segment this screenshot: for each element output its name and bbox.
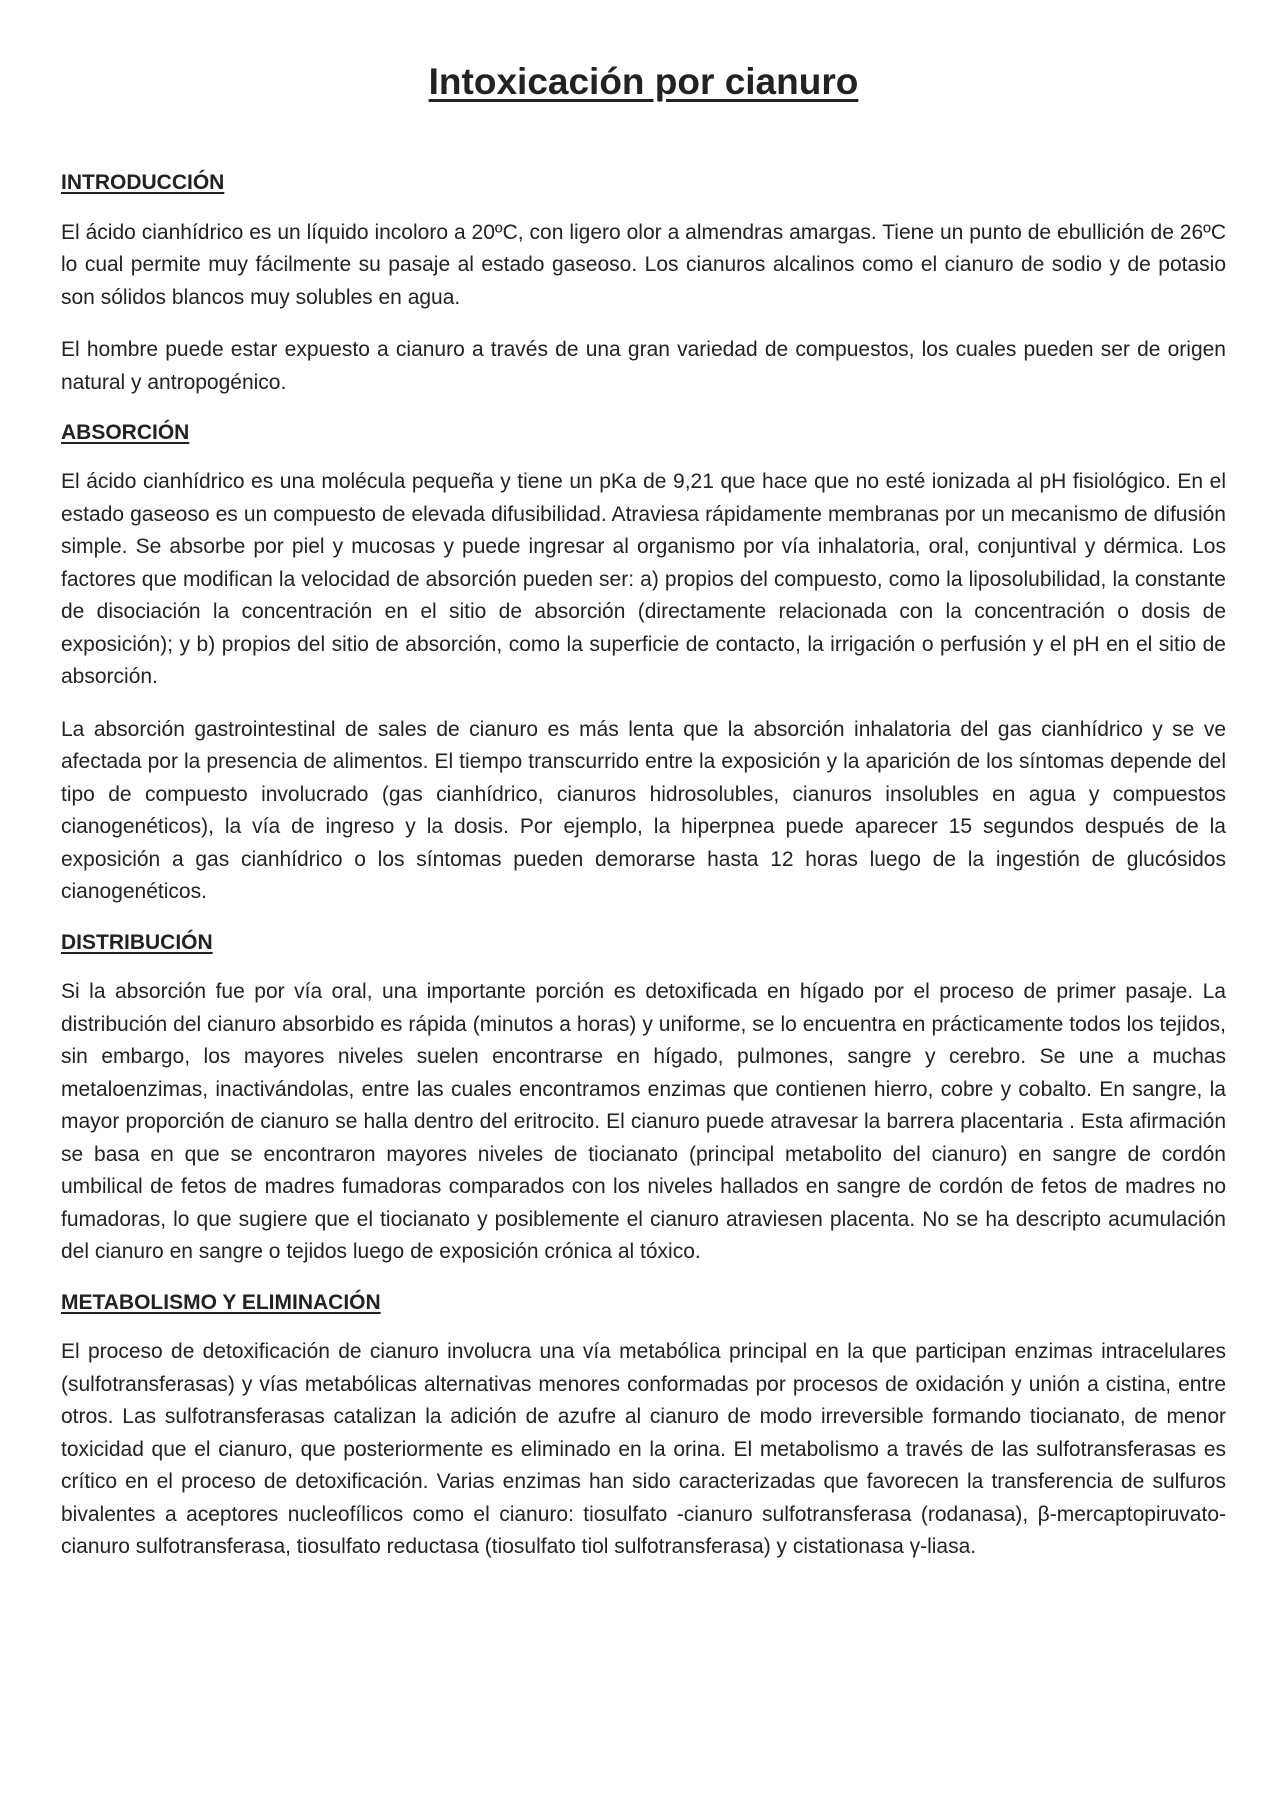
paragraph: El hombre puede estar expuesto a cianuro a través de una gran variedad de compuestos, los cuales pueden ser de origen natural y antropogénico. xyxy=(61,338,1226,394)
paragraph: La absorción gastrointestinal de sales de cianuro es más lenta que la absorción inhalatoria del gas cianhídrico y se ve afectada por la presencia de alimentos. El tiempo transcurrido entre la exposición y la aparición de los síntomas depende del tipo de compuesto involucrado (gas cianhídrico, cianuros hidrosolubles, cianuros insolubles en agua y compuestos cianogenéticos), la vía de ingreso y la dosis. Por ejemplo, la hiperpnea puede aparecer 15 segundos después de la exposición a gas cianhídrico o los síntomas pueden demorarse hasta 12 horas luego de la ingestión de glucósidos cianogenéticos. xyxy=(61,717,1226,904)
paragraph: El proceso de detoxificación de cianuro involucra una vía metabólica principal en la que participan enzimas intracelulares (sulfotransferasas) y vías metabólicas alternativas menores conformadas por procesos de oxidación y unión a cistina, entre otros. Las sulfotransferasas catalizan la adición de azufre al cianuro de modo irreversible formando tiocianato, de menor toxicidad que el cianuro, que posteriormente es eliminado en la orina. El metabolismo a través de las sulfotransferasas es crítico en el proceso de detoxificación. Varias enzimas han sido caracterizadas que favorecen la transferencia de sulfuros bivalentes a aceptores nucleofílicos como el cianuro: tiosulfato -cianuro sulfotransferasa (rodanasa), β-mercaptopiruvato-cianuro sulfotransferasa, tiosulfato reductasa (tiosulfato tiol sulfotransferasa) y cistationasa γ-liasa. xyxy=(61,1340,1226,1559)
section-heading-metabolismo-eliminacion: METABOLISMO Y ELIMINACIÓN xyxy=(61,1290,381,1314)
section-metabolismo-eliminacion xyxy=(61,1289,1226,1564)
section-absorcion xyxy=(61,419,1226,909)
section-introduccion xyxy=(61,169,1226,399)
paragraph: El ácido cianhídrico es una molécula pequeña y tiene un pKa de 9,21 que hace que no esté ionizada al pH fisiológico. En el estado gaseoso es un compuesto de elevada difusibilidad. Atraviesa rápidamente membranas por un mecanismo de difusión simple. Se absorbe por piel y mucosas y puede ingresar al organismo por vía inhalatoria, oral, conjuntival y dérmica. Los factores que modifican la velocidad de absorción pueden ser: a) propios del compuesto, como la liposolubilidad, la constante de disociación la concentración en el sitio de absorción (directamente relacionada con la concentración o dosis de exposición); y b) propios del sitio de absorción, como la superficie de contacto, la irrigación o perfusión y el pH en el sitio de absorción. xyxy=(61,470,1226,689)
paragraph: Si la absorción fue por vía oral, una importante porción es detoxificada en hígado por el proceso de primer pasaje. La distribución del cianuro absorbido es rápida (minutos a horas) y uniforme, se lo encuentra en prácticamente todos los tejidos, sin embargo, los mayores niveles suelen encontrarse en hígado, pulmones, sangre y cerebro. Se une a muchas metaloenzimas, inactivándolas, entre las cuales encontramos enzimas que contienen hierro, cobre y cobalto. En sangre, la mayor proporción de cianuro se halla dentro del eritrocito. El cianuro puede atravesar la barrera placentaria . Esta afirmación se basa en que se encontraron mayores niveles de tiocianato (principal metabolito del cianuro) en sangre de cordón umbilical de fetos de madres fumadoras comparados con los niveles hallados en sangre de cordón de fetos de madres no fumadoras, lo que sugiere que el tiocianato y posiblemente el cianuro atraviesen placenta. No se ha descripto acumulación del cianuro en sangre o tejidos luego de exposición crónica al tóxico. xyxy=(61,980,1226,1264)
section-heading-absorcion: ABSORCIÓN xyxy=(61,421,190,445)
section-heading-distribucion: DISTRIBUCIÓN xyxy=(61,930,213,954)
paragraph: El ácido cianhídrico es un líquido incoloro a 20ºC, con ligero olor a almendras amargas. Tiene un punto de ebullición de 26ºC lo cual permite muy fácilmente su pasaje al estado gaseoso. Los cianuros alcalinos como el cianuro de sodio y de potasio son sólidos blancos muy solubles en agua. xyxy=(61,220,1226,309)
document-title: Intoxicación por cianuro xyxy=(428,61,859,102)
section-distribucion xyxy=(61,929,1226,1269)
section-heading-introduccion: INTRODUCCIÓN xyxy=(61,171,225,195)
